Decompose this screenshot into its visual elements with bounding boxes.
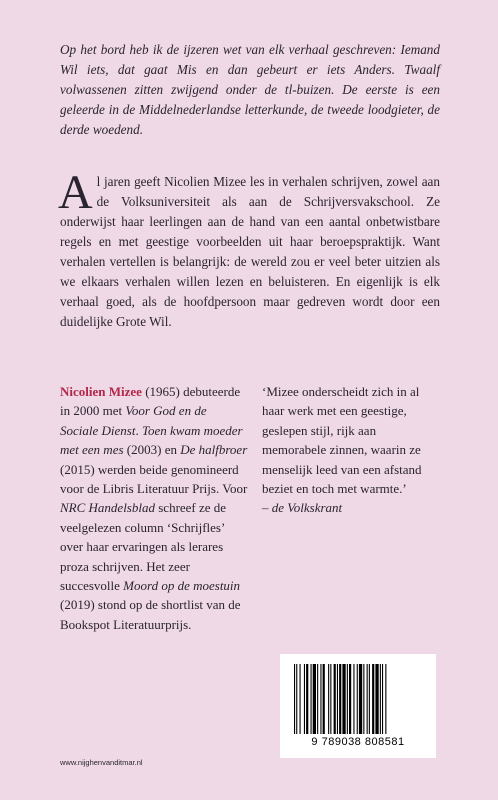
barcode-bar — [337, 664, 338, 734]
author-bio — [60, 382, 248, 634]
barcode-bar — [339, 664, 341, 734]
book-title: De halfbroer — [180, 442, 248, 458]
barcode-bar — [347, 664, 348, 734]
bio-text: (1965) debuteerde in 2000 met — [60, 384, 241, 419]
barcode-bar — [320, 664, 321, 734]
book-title: Voor God en de Sociale Dienst — [60, 403, 207, 438]
review-text: ‘Mizee onderscheidt zich in al haar werk met een geestige, geslepen stijl, rijk aan memorabele zinnen, waarin ze menselijk leed van een afstand beziet en toch met warmte.’ — [262, 384, 422, 497]
barcode-bar — [375, 664, 378, 734]
barcode-bar — [304, 664, 305, 734]
publisher-url: www.nijghenvanditmar.nl — [60, 758, 143, 767]
barcode-bar — [363, 664, 364, 734]
bio-text: schreef ze de veelgelezen column ‘Schrijfles’ over haar ervaringen als lerares proza schrijven. Het zeer succesvolle — [60, 500, 227, 594]
barcode-bar — [330, 664, 331, 734]
book-title: Moord op de moestuin — [123, 578, 241, 594]
bio-text: (2015) werden beide genomineerd voor de Libris Literatuur Prijs. Voor — [60, 461, 248, 497]
barcode-bar — [328, 664, 329, 734]
isbn-number: 9 789038 808581 — [311, 736, 405, 748]
barcode-bar — [357, 664, 358, 734]
drop-cap: A — [58, 166, 93, 219]
barcode-bar — [296, 664, 297, 734]
bio-text: (2019) stond op de shortlist van de Bookspot Literatuurprijs. — [60, 597, 241, 632]
bio-text: . — [135, 422, 142, 438]
barcode-bar — [323, 664, 325, 734]
newspaper-title: NRC Handelsblad — [60, 500, 155, 516]
barcode-bar — [342, 664, 345, 734]
book-title: Toen kwam moeder met een mes — [60, 422, 243, 458]
barcode-bars — [294, 664, 422, 734]
barcode-bar — [300, 664, 301, 734]
barcode-bar — [349, 664, 351, 734]
blurb-text: l jaren geeft Nicolien Mizee les in verhalen schrijven, zowel aan de Volksuniversiteit als aan de Schrijversvakschool. Ze onderwijst haar leerlingen aan de hand van een aantal onbetwistbare regels en met geestige voorbeelden uit haar beroepspraktijk. Want verhalen vertellen is belangrijk: de wereld zou er veel beter uitzien als we elkaars verhalen willen lezen en beluisteren. En eigenlijk is elk verhaal goed, als de hoofdpersoon maar gedreven wordt door een duidelijke Grote Wil. — [60, 174, 440, 329]
author-name: Nicolien Mizee — [60, 384, 142, 399]
barcode-bar — [313, 664, 316, 734]
barcode-bar — [306, 664, 308, 734]
barcode-bar — [334, 664, 336, 734]
epigraph-quote: Op het bord heb ik de ijzeren wet van elk verhaal geschreven: Iemand Wil iets, dat gaat Mis en dan gebeurt er iets Anders. Twaalf volwassenen zitten zwijgend onder de tl-buizen. De eerste is een geleerde in de Middelnederlandse letterkunde, de tweede loodgieter, de derde woedend. — [60, 42, 440, 137]
bio-text: (2003) en — [123, 442, 181, 458]
barcode-bar — [369, 664, 370, 734]
review-quote — [262, 382, 440, 518]
barcode-bar — [317, 664, 318, 734]
review-source: – de Volkskrant — [262, 500, 343, 516]
barcode-bar — [385, 664, 386, 734]
barcode-bar — [372, 664, 374, 734]
barcode-bar — [311, 664, 312, 734]
barcode-bar — [382, 664, 383, 734]
barcode-bar — [380, 664, 381, 734]
barcode-bar — [359, 664, 362, 734]
barcode-bar — [367, 664, 368, 734]
barcode — [280, 654, 436, 758]
barcode-bar — [294, 664, 295, 734]
barcode-bar — [353, 664, 354, 734]
blurb-paragraph — [58, 166, 440, 332]
